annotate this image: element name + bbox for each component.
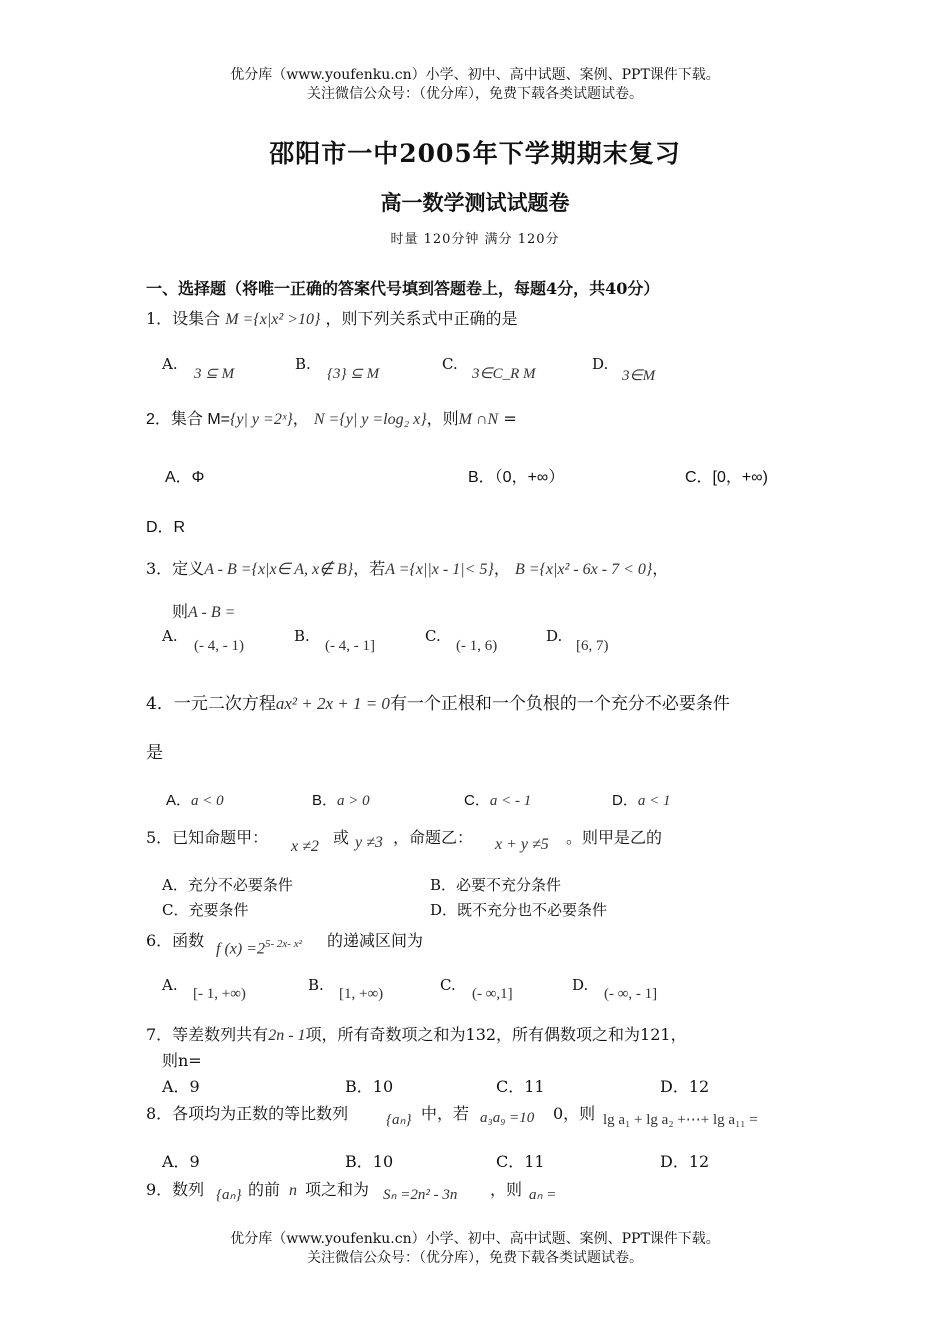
question-7-stem: 7．等差数列共有	[146, 1025, 269, 1044]
question-3	[146, 556, 668, 579]
question-9-mid: 的前	[248, 1180, 281, 1199]
question-2-sep: ，	[292, 409, 309, 428]
question-8-mid: 中，若	[421, 1104, 470, 1123]
question-1	[146, 306, 518, 329]
question-8-stem: 8．各项均为正数的等比数列	[146, 1104, 349, 1123]
question-3-line2-text: 则	[172, 602, 189, 621]
q7-option-c: C．11	[496, 1077, 545, 1096]
q4-option-a-label: A．	[166, 792, 192, 809]
q4-option-b-expr: a > 0	[337, 793, 370, 809]
q3-option-d: [6, 7)	[576, 638, 609, 654]
q1-option-b-label: B.	[295, 355, 311, 373]
q6-option-c-label: C.	[440, 976, 456, 994]
page-subtitle: 高一数学测试试题卷	[380, 190, 570, 215]
question-7-expr: 2n - 1	[268, 1027, 306, 1044]
question-4-tail: 有一个正根和一个负根的一个充分不必要条件	[389, 694, 730, 714]
question-6-stem: 6．函数	[146, 931, 205, 950]
q1-option-d-label: D.	[592, 355, 609, 373]
page-title: 邵阳市一中2005年下学期期末复习	[269, 139, 681, 168]
q4-option-c-label: C．	[464, 792, 490, 809]
question-3-line-2	[172, 599, 235, 622]
question-9-expr3: Sₙ =2n² - 3n	[383, 1187, 458, 1203]
q1-option-a-label: A.	[162, 355, 178, 373]
question-2-expr2: N ={y| y =log₂ x}	[313, 411, 427, 428]
question-3-expr4: A - B =	[188, 604, 236, 621]
q2-option-a: A．Φ	[165, 469, 205, 486]
question-5-expr2: y ≠3	[355, 834, 383, 851]
q5-option-a: A．充分不必要条件	[162, 876, 293, 894]
question-7-line-2: 则n=	[162, 1051, 202, 1070]
question-3-expr2: A ={x||x - 1|< 5}	[385, 561, 494, 578]
question-4-expr: ax² + 2x + 1 = 0	[275, 694, 390, 713]
q5-option-d: D．既不充分也不必要条件	[430, 901, 608, 919]
q3-option-b: (- 4, - 1]	[325, 638, 375, 654]
question-2-expr3: M ∩N	[458, 411, 499, 428]
q7-option-b: B．10	[345, 1077, 394, 1096]
question-5-expr1: x ≠2	[291, 838, 319, 855]
question-4	[146, 689, 730, 714]
q4-option-b-label: B．	[312, 792, 338, 809]
q6-option-d-label: D.	[572, 976, 589, 994]
question-3-stem: 3．定义	[146, 559, 205, 578]
question-2-mid: ，则	[426, 409, 459, 428]
question-6-expr	[216, 938, 302, 958]
question-9-mid2: 项之和为	[305, 1180, 370, 1199]
question-6-base: f (x) =2	[216, 940, 265, 958]
q8-option-b: B．10	[345, 1152, 394, 1171]
question-4-stem: 4．一元二次方程	[146, 694, 276, 714]
q1-option-a: 3 ⊆ M	[194, 366, 235, 382]
q8-option-d: D．12	[660, 1152, 710, 1171]
q4-option-c	[464, 789, 531, 810]
question-5-or: 或	[333, 828, 350, 847]
question-5-stem: 5．已知命题甲：	[146, 828, 269, 847]
q3-option-c-label: C.	[425, 627, 441, 645]
q1-option-d: 3∈M	[622, 368, 656, 384]
q2-option-d: D．R	[146, 519, 186, 536]
question-9-expr1: {aₙ}	[216, 1187, 242, 1203]
q8-option-a: A．9	[162, 1152, 200, 1171]
question-9-expr2: n	[289, 1182, 297, 1199]
question-5-tail: 。则甲是乙的	[566, 828, 663, 847]
q6-option-b-label: B.	[308, 976, 324, 994]
q6-option-a: [- 1, +∞)	[193, 986, 246, 1002]
q6-option-c: (- ∞,1]	[472, 986, 513, 1002]
q4-option-c-expr: a < - 1	[489, 793, 532, 809]
question-2-eq: =	[503, 409, 517, 428]
question-1-tail: ，则下列关系式中正确的是	[325, 309, 518, 328]
q3-option-a-label: A.	[162, 627, 178, 645]
question-3-expr1: A - B ={x|x∈ A, x∉ B}	[204, 561, 354, 578]
question-8-expr2: a₃a₉ =10	[480, 1110, 535, 1126]
q1-option-b: {3} ⊆ M	[327, 366, 380, 382]
q3-option-b-label: B.	[294, 627, 310, 645]
q4-option-b	[312, 789, 370, 810]
question-2	[146, 406, 517, 429]
q4-option-d-expr: a < 1	[637, 793, 671, 809]
question-5-mid: ，命题乙：	[393, 828, 474, 847]
q2-option-b: B．（0，+∞）	[468, 469, 565, 486]
question-7	[146, 1022, 687, 1045]
q1-option-c: 3∈C_R M	[472, 366, 536, 382]
q6-option-d: (- ∞, - 1]	[604, 986, 658, 1002]
q3-option-c: (- 1, 6)	[456, 638, 498, 654]
exam-meta: 时量 120分钟 满分 120分	[390, 232, 560, 247]
question-8-expr1: {aₙ}	[386, 1112, 412, 1128]
question-3-expr3: B ={x|x² - 6x - 7 < 0}	[514, 561, 653, 578]
question-2-expr1: {y| y =2ˣ}	[230, 411, 293, 428]
q7-option-a: A．9	[162, 1077, 200, 1096]
question-4-line-2: 是	[146, 743, 163, 763]
footer-line-2: 关注微信公众号：（优分库），免费下载各类试题试卷。	[307, 1250, 643, 1266]
question-5-expr3: x + y ≠5	[495, 836, 549, 853]
q7-option-d: D．12	[660, 1077, 710, 1096]
q8-option-c: C．11	[496, 1152, 545, 1171]
question-3-sep: ，	[493, 559, 510, 578]
question-1-expr: M ={x|x² >10}	[225, 311, 321, 328]
q5-option-b: B．必要不充分条件	[430, 876, 562, 894]
question-8-tail: 0，则	[553, 1104, 596, 1123]
question-6-exponent: 5- 2x- x²	[265, 938, 302, 950]
q4-option-d-label: D．	[612, 792, 638, 809]
q5-option-c: C．充要条件	[162, 901, 249, 919]
q1-option-c-label: C.	[442, 355, 458, 373]
q4-option-a-expr: a < 0	[191, 793, 224, 809]
section-heading: 一、选择题（将唯一正确的答案代号填到答题卷上，每题4分，共40分）	[146, 279, 660, 298]
header-line-1: 优分库（www.youfenku.cn）小学、初中、高中试题、案例、PPT课件下载。	[230, 67, 720, 83]
q6-option-b: [1, +∞)	[339, 986, 384, 1002]
footer-line-1: 优分库（www.youfenku.cn）小学、初中、高中试题、案例、PPT课件下载。	[230, 1231, 720, 1247]
header-line-2: 关注微信公众号：（优分库），免费下载各类试题试卷。	[307, 86, 643, 102]
question-1-stem: 1．设集合	[146, 309, 221, 328]
q3-option-a: (- 4, - 1)	[194, 638, 244, 654]
q4-option-a	[166, 789, 224, 810]
question-7-tail: 项，所有奇数项之和为132，所有偶数项之和为121，	[305, 1025, 687, 1044]
q3-option-d-label: D.	[546, 627, 563, 645]
question-9-stem: 9．数列	[146, 1180, 205, 1199]
question-2-stem: 2．集合 M=	[146, 411, 231, 428]
question-3-end: ，	[652, 559, 669, 578]
question-3-mid: ，若	[353, 559, 386, 578]
q2-option-c: C．[0，+∞)	[685, 469, 768, 486]
question-9-tail: ，则	[490, 1180, 523, 1199]
q6-option-a-label: A.	[162, 976, 178, 994]
question-6-tail: 的递减区间为	[327, 931, 424, 950]
question-8-expr3: lg a₁ + lg a₂ +⋯+ lg a₁₁ =	[603, 1112, 758, 1128]
q4-option-d	[612, 789, 670, 810]
question-9-expr4: aₙ =	[529, 1187, 557, 1203]
